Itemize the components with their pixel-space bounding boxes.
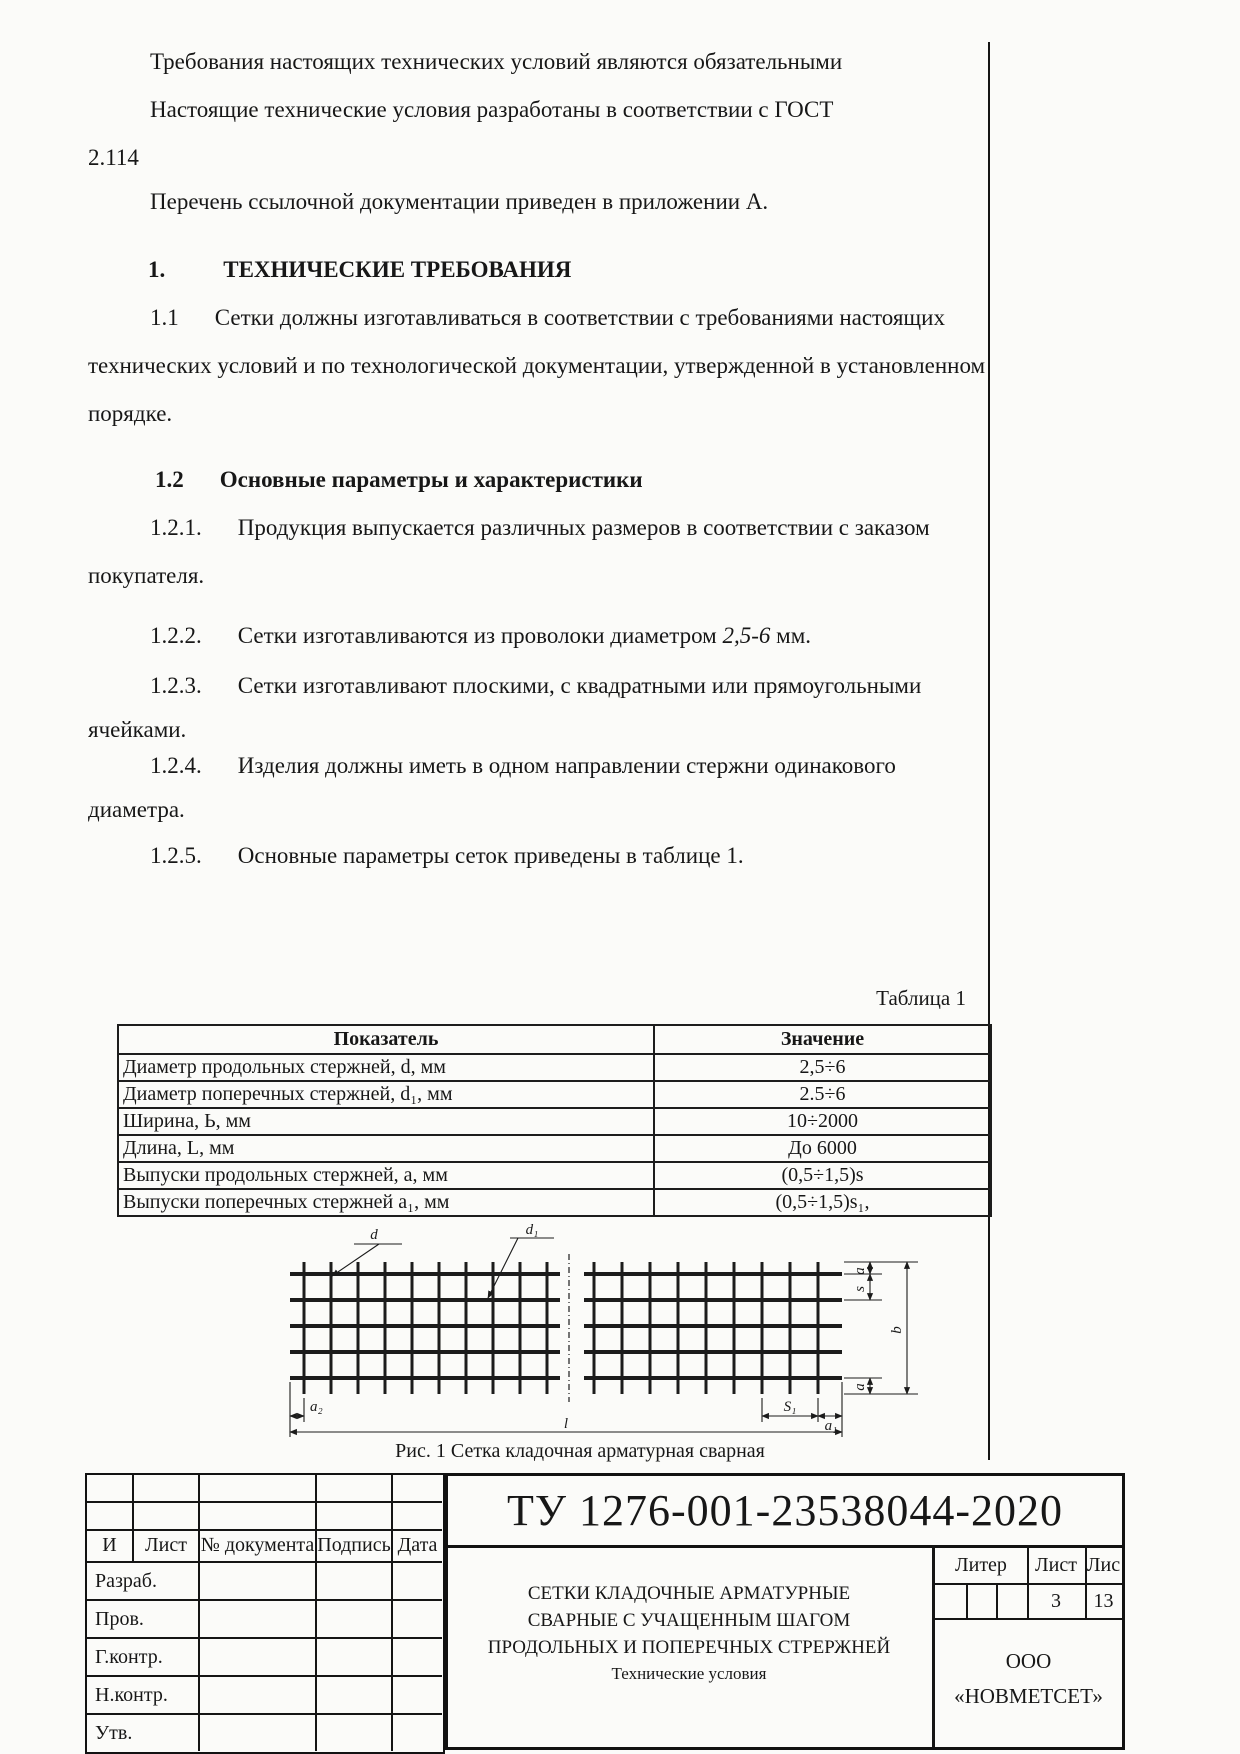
- table-cell: (0,5÷1,5)s₁,: [654, 1189, 991, 1216]
- sheet-label: Лист: [1035, 1554, 1077, 1576]
- clause-number: 1.1: [150, 305, 179, 330]
- clause-text-italic: 2,5-6: [722, 623, 771, 648]
- table-cell: 2.5÷6: [654, 1081, 991, 1108]
- paragraph-text: Настоящие технические условия разработаны в соответствии с ГОСТ: [150, 97, 834, 122]
- clause-number: 1.2.4.: [150, 753, 202, 778]
- paragraph-text: Требования настоящих технических условий являются обязательными: [150, 49, 843, 74]
- dim-label-l: l: [563, 1416, 569, 1432]
- table-cell: 2,5÷6: [654, 1054, 991, 1081]
- table-label: Таблица 1: [876, 986, 966, 1010]
- sig-row-label: Утв.: [95, 1722, 133, 1744]
- cell-border: [87, 1501, 442, 1503]
- sig-row-label: Н.контр.: [95, 1684, 168, 1706]
- paragraph-text: 2.114: [88, 145, 139, 170]
- table-row: [118, 1135, 991, 1162]
- subsection-heading: [155, 456, 1057, 504]
- paragraph: [88, 134, 990, 182]
- paragraph-text: Перечень ссылочной документации приведен в приложении А.: [150, 189, 769, 214]
- cell-border: [391, 1475, 393, 1751]
- table-cell: Ширина, Ь, мм: [118, 1108, 654, 1135]
- col-header-date: Дата: [397, 1534, 438, 1556]
- table-header-row: [118, 1025, 991, 1054]
- cell-border: [198, 1475, 200, 1751]
- dim-label-d1: d₁: [525, 1222, 539, 1238]
- col-header-list: Лист: [145, 1534, 187, 1556]
- dim-label-a-bottom: a: [852, 1383, 868, 1391]
- paragraph: [88, 86, 990, 134]
- document-type: Технические условия: [611, 1664, 767, 1683]
- dim-label-a-top: a: [852, 1267, 868, 1275]
- sig-row-label: Г.контр.: [95, 1646, 163, 1668]
- sheets-label: Лис: [1086, 1554, 1121, 1576]
- cell-border: [87, 1599, 442, 1601]
- cell-border: [996, 1585, 998, 1620]
- cell-border: [966, 1585, 968, 1620]
- clause-1-2-1: [88, 504, 990, 600]
- clause-number: 1.2.1.: [150, 515, 202, 540]
- clause-text: Основные параметры сеток приведены в таблице 1.: [237, 843, 744, 868]
- table-header-cell: Показатель: [118, 1025, 654, 1054]
- sig-row-label: Разраб.: [95, 1570, 157, 1592]
- clause-1-2-4: [88, 744, 990, 832]
- clause-text: Продукция выпускается различных размеров в соответствии с заказом покупателя.: [88, 515, 930, 588]
- company-name-line: ООО: [1005, 1649, 1052, 1673]
- table-row: [118, 1081, 991, 1108]
- clause-1-2-3: [88, 664, 990, 752]
- table-cell: Диаметр продольных стержней, d, мм: [118, 1054, 654, 1081]
- clause-text: Сетки изготавливают плоскими, с квадратными или прямоугольными ячейками.: [88, 673, 922, 742]
- table-cell: 10÷2000: [654, 1108, 991, 1135]
- table-row: [118, 1162, 991, 1189]
- clause-number: 1.2.5.: [150, 843, 202, 868]
- sig-row-label: Пров.: [95, 1608, 144, 1630]
- table-cell: Выпуски продольных стержней, а, мм: [118, 1162, 654, 1189]
- dim-label-b: b: [889, 1326, 905, 1334]
- figure-caption: Рис. 1 Сетка кладочная арматурная сварная: [395, 1440, 765, 1462]
- table-cell: Выпуски поперечных стержней а₁, мм: [118, 1189, 654, 1216]
- dim-label-s: s: [852, 1286, 868, 1292]
- mesh-panel-right: [584, 1262, 842, 1394]
- paragraph: [88, 178, 990, 226]
- parameters-table: [117, 1024, 992, 1217]
- subsection-title: Основные параметры и характеристики: [219, 467, 643, 492]
- product-name-line: СЕТКИ КЛАДОЧНЫЕ АРМАТУРНЫЕ: [527, 1583, 851, 1604]
- mesh-figure: [282, 1222, 922, 1437]
- sheet-number: 3: [1051, 1590, 1061, 1612]
- col-header-signature: Подпись: [317, 1534, 391, 1556]
- col-header-izm: И: [102, 1534, 117, 1556]
- section-title: ТЕХНИЧЕСКИЕ ТРЕБОВАНИЯ: [223, 257, 572, 282]
- section-number: 1.: [148, 257, 166, 282]
- sheets-total: 13: [1093, 1590, 1114, 1612]
- cell-border: [87, 1713, 442, 1715]
- dim-label-s1: S₁: [783, 1399, 797, 1415]
- product-name-line: ПРОДОЛЬНЫХ И ПОПЕРЕЧНЫХ СТРЕРЖНЕЙ: [487, 1637, 891, 1658]
- clause-number: 1.2.2.: [150, 623, 202, 648]
- clause-text: Сетки должны изготавливаться в соответствии с требованиями настоящих технических условий и по технологической документации, утвержденной в установленном порядке.: [88, 305, 986, 426]
- cell-border: [87, 1561, 442, 1563]
- titleblock-signature-table: [85, 1473, 445, 1754]
- product-name-line: СВАРНЫЕ С УЧАЩЕННЫМ ШАГОМ: [527, 1610, 851, 1631]
- titleblock-main: [445, 1473, 1125, 1750]
- cell-border: [87, 1675, 442, 1677]
- paragraph: [88, 38, 990, 86]
- mesh-panel-left: [290, 1262, 560, 1394]
- table-header-cell: Значение: [654, 1025, 991, 1054]
- company-name-line: «НОВМЕТСЕТ»: [954, 1684, 1103, 1708]
- table-cell: До 6000: [654, 1135, 991, 1162]
- subsection-number: 1.2: [155, 467, 184, 492]
- clause-1-1: [88, 294, 990, 438]
- dim-label-a1: a₁: [824, 1418, 838, 1434]
- dim-label-d: d: [370, 1227, 378, 1243]
- col-header-docnum: № документа: [200, 1534, 315, 1556]
- cell-border: [87, 1529, 442, 1531]
- section-heading: [148, 246, 1050, 294]
- product-name: [448, 1580, 930, 1686]
- table-row: [118, 1108, 991, 1135]
- clause-1-2-5: [88, 832, 990, 880]
- table-row: [118, 1189, 991, 1216]
- table-row: [118, 1054, 991, 1081]
- dim-label-a2: a₂: [310, 1399, 323, 1415]
- liter-label: Литер: [955, 1554, 1007, 1576]
- clause-text: мм.: [770, 623, 811, 648]
- table-cell: Диаметр поперечных стержней, d₁, мм: [118, 1081, 654, 1108]
- clause-1-2-2: [88, 612, 990, 660]
- company-name: [935, 1644, 1122, 1714]
- table-cell: Длина, L, мм: [118, 1135, 654, 1162]
- clause-number: 1.2.3.: [150, 673, 202, 698]
- cell-border: [87, 1637, 442, 1639]
- cell-border: [315, 1475, 317, 1751]
- clause-text: Сетки изготавливаются из проволоки диаметром: [237, 623, 723, 648]
- table-cell: (0,5÷1,5)s: [654, 1162, 991, 1189]
- clause-text: Изделия должны иметь в одном направлении стержни одинакового диаметра.: [88, 753, 896, 822]
- document-designation: ТУ 1276-001-23538044-2020: [448, 1476, 1122, 1548]
